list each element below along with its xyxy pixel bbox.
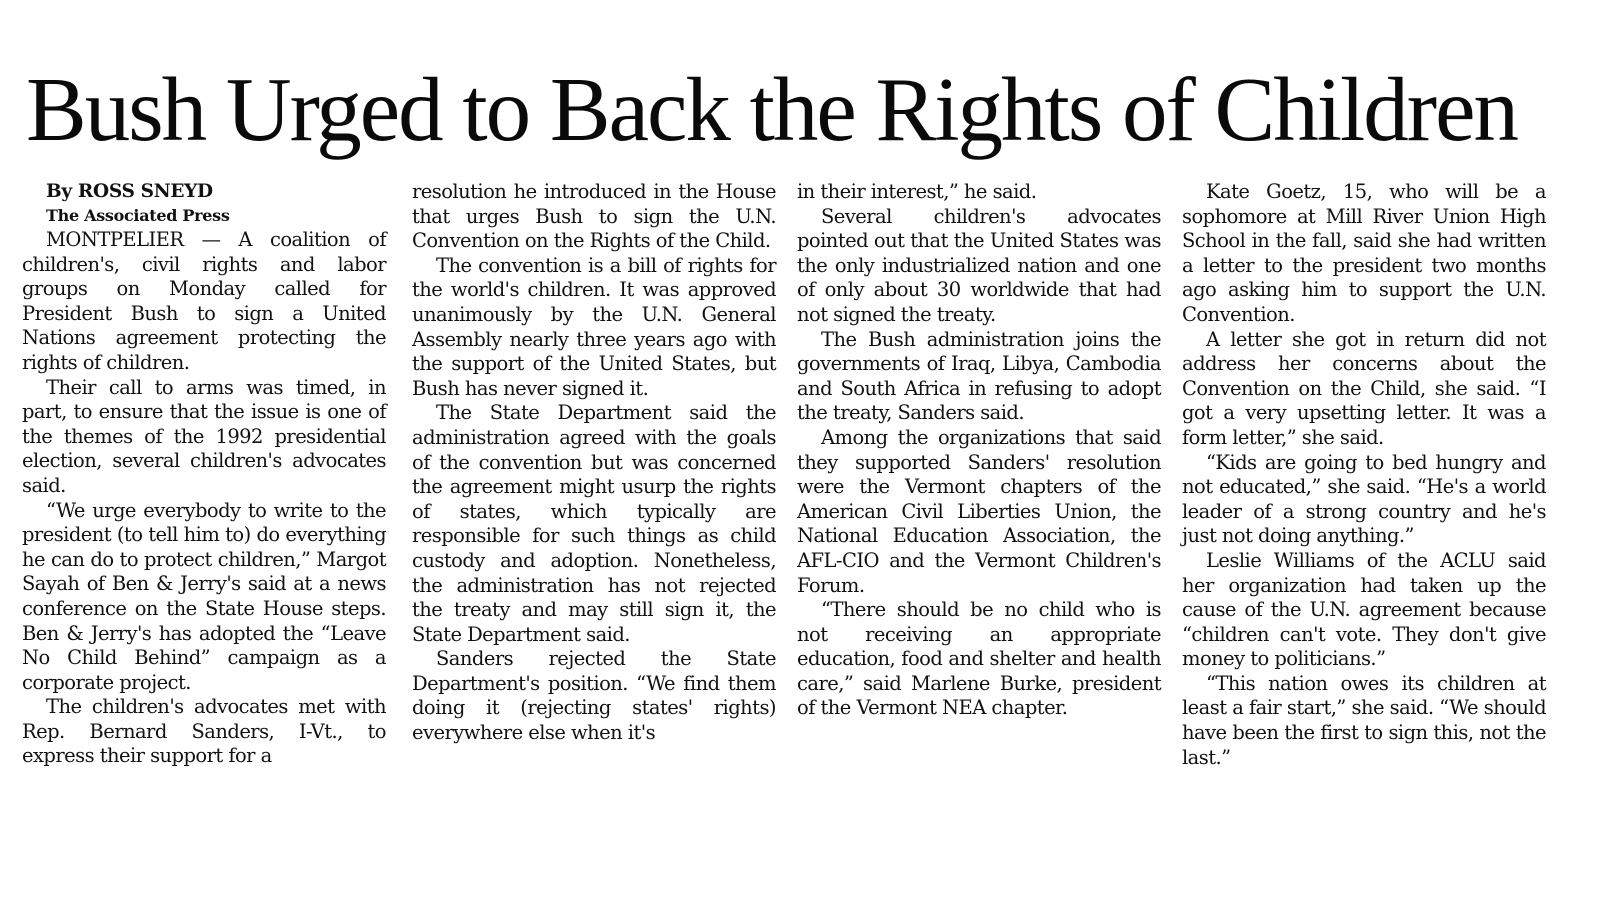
paragraph: The convention is a bill of rights for the world's children. It was approved unanimously by the U.N. General Assembly nearly three years ago with the support of the United States, but Bush has never signed it. bbox=[412, 253, 776, 400]
article-column-3 bbox=[797, 180, 1161, 721]
paragraph: “We urge everybody to write to the president (to tell him to) do everything he can do to protect children,” Margot Sayah of Ben & Jerry's said at a news conference on the State House steps. Ben & Jerry's has adopted the “Leave No Child Behind” campaign as a corporate project. bbox=[22, 498, 386, 694]
paragraph: Several children's advocates pointed out that the United States was the only industrialized nation and one of only about 30 worldwide that had not signed the treaty. bbox=[797, 204, 1161, 326]
paragraph: in their interest,” he said. bbox=[797, 180, 1037, 203]
paragraph: resolution he introduced in the House that urges Bush to sign the U.N. Convention on the Rights of the Child. bbox=[412, 180, 776, 253]
paragraph: The children's advocates met with Rep. Bernard Sanders, I-Vt., to express their support for a bbox=[22, 695, 386, 768]
paragraph: “This nation owes its children at least a fair start,” she said. “We should have been the first to sign this, not the last.” bbox=[1182, 671, 1546, 769]
paragraph: “There should be no child who is not receiving an appropriate education, food and shelter and health care,” said Marlene Burke, president of the Vermont NEA chapter. bbox=[797, 598, 1161, 720]
article-column-4 bbox=[1182, 180, 1546, 770]
article-column-2 bbox=[412, 180, 776, 746]
paragraph: Kate Goetz, 15, who will be a sophomore at Mill River Union High School in the fall, said she had written a letter to the president two months ago asking him to support the U.N. Convention. bbox=[1182, 180, 1546, 326]
byline-organization: The Associated Press bbox=[46, 206, 230, 225]
paragraph: Sanders rejected the State Department's position. “We find them doing it (rejecting states' rights) everywhere else when it's bbox=[412, 647, 776, 745]
byline: By ROSS SNEYD bbox=[46, 181, 213, 202]
paragraph: Their call to arms was timed, in part, to ensure that the issue is one of the themes of the 1992 presidential election, several children's advocates said. bbox=[22, 375, 386, 497]
paragraph: MONTPELIER — A coalition of children's, civil rights and labor groups on Monday called for President Bush to sign a United Nations agreement protecting the rights of children. bbox=[22, 228, 386, 374]
paragraph: A letter she got in return did not address her concerns about the Convention on the Child, she said. “I got a very upsetting letter. It was a form letter,” she said. bbox=[1182, 327, 1546, 449]
headline: Bush Urged to Back the Rights of Children bbox=[26, 59, 1517, 160]
paragraph: The State Department said the administration agreed with the goals of the convention but was concerned the agreement might usurp the rights of states, which typically are responsible for such things as child custody and adoption. Nonetheless, the administration has not rejected the treaty and may still sign it, the State Department said. bbox=[412, 401, 776, 646]
paragraph: The Bush administration joins the governments of Iraq, Libya, Cambodia and South Africa in refusing to adopt the treaty, Sanders said. bbox=[797, 327, 1161, 425]
paragraph: Leslie Williams of the ACLU said her organization had taken up the cause of the U.N. agreement because “children can't vote. They don't give money to politicians.” bbox=[1182, 548, 1546, 671]
article-column-1 bbox=[22, 180, 386, 769]
paragraph: “Kids are going to bed hungry and not educated,” she said. “He's a world leader of a strong country and he's just not doing anything.” bbox=[1182, 450, 1546, 548]
paragraph: Among the organizations that said they supported Sanders' resolution were the Vermont chapters of the American Civil Liberties Union, the National Education Association, the AFL-CIO and the Vermont Children's Forum. bbox=[797, 425, 1161, 597]
